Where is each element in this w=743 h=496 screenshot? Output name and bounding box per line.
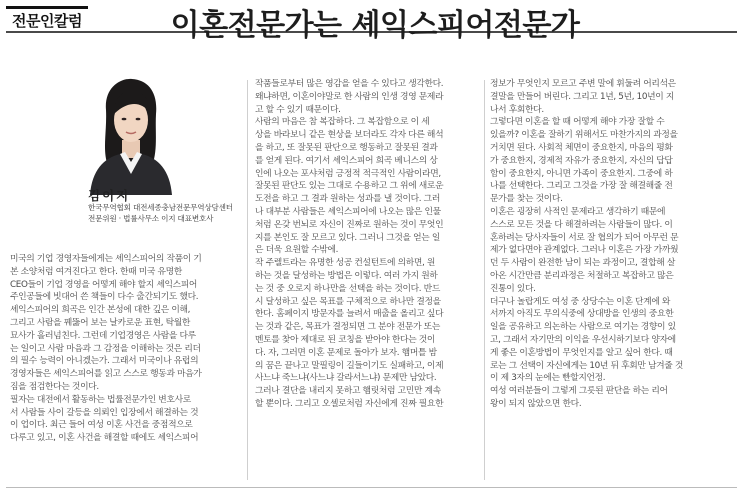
column-divider bbox=[247, 80, 248, 480]
article-text-line: 결말을 만들어 버린다. 그리고 1년, 5년, 10년이 지 bbox=[490, 91, 674, 102]
article-text-line: 한다. 홈페이지 방문자를 늘려서 매출을 올리고 싶다 bbox=[255, 309, 444, 320]
article-text-line: 그렇다면 이혼을 할 때 어떻게 해야 가장 잘할 수 bbox=[490, 117, 665, 128]
article-text-line: 나를 선택한다. 그리고 그것을 가장 잘 해결해줄 전 bbox=[490, 181, 673, 192]
article-column-1 bbox=[10, 253, 240, 445]
author-affiliation-line: 전문위원 · 법률사무소 이지 대표변호사 bbox=[88, 214, 214, 223]
article-text-line: 다. 자, 그러면 이혼 문제로 돌아가 보자. 햄머틀 밤 bbox=[255, 347, 437, 358]
column-category-label: 전문인칼럼 bbox=[6, 6, 88, 33]
article-text-line: 하는 것을 달성하는 방법은 이렇다. 여러 가지 원하 bbox=[255, 270, 438, 281]
article-text-line: 을 하고, 또 잘못된 판단으로 행동하고 잘못된 결과 bbox=[255, 142, 438, 153]
article-text-line: 처럼 온갖 번뇌로 자신이 진짜로 원하는 것이 무엇인 bbox=[255, 219, 444, 230]
article-text-line: 할 뿐이다. 그리고 오셀로처럼 자신에게 진짜 필요한 bbox=[255, 398, 444, 409]
article-text-line: 묘사가 흘러넘친다. 그런데 기업경영은 사람을 다루 bbox=[10, 330, 196, 341]
article-text-line: 멘토를 찾아 제대로 된 코칭을 받아야 한다는 것이 bbox=[255, 334, 436, 345]
author-name: 김이지 bbox=[88, 188, 131, 203]
article-text-line: 잘못된 판단도 있는 그대로 수용하고 그 위에 새로운 bbox=[255, 181, 444, 192]
article-column-3 bbox=[490, 78, 715, 411]
article-text-line: 서까지 아직도 무의식중에 상대방을 인생의 중요한 bbox=[490, 309, 674, 320]
article-text-line: 도전을 하고 그 결과 원하는 성과를 낼 것이다. 그러 bbox=[255, 194, 440, 205]
article-text-line: 그러나 결단을 내리지 못하고 햄릿처럼 고민만 계속 bbox=[255, 386, 441, 397]
article-text-line: 나 대부분 사람들은 셰익스피어에 나오는 많은 인물 bbox=[255, 206, 441, 217]
article-text-line: 여성 여러분들이 그렇게 그릇된 판단을 하는 리어 bbox=[490, 386, 668, 397]
article-text-line: 더구나 놀랍게도 여성 중 상당수는 이혼 단계에 와 bbox=[490, 296, 671, 307]
article-text-line: 은 더욱 요원할 수밖에. bbox=[255, 245, 339, 256]
article-text-line: 사느냐 죽느냐(사느냐 갈라서느냐) 문제만 남았다. bbox=[255, 373, 437, 384]
article-text-line: 인에 나오는 포샤처럼 긍정적 적극적인 사람이라면, bbox=[255, 168, 441, 179]
article-text-line: 사람의 마음은 참 복잡하다. 그 복잡함으로 이 세 bbox=[255, 117, 430, 128]
article-text-line: 이 업이다. 최근 들어 여성 이혼 사건을 중점적으로 bbox=[10, 420, 193, 431]
article-text-line: CEO들이 기업 경영을 어떻게 해야 할지 셰익스피어 bbox=[10, 279, 198, 290]
article-text-line: 지를 본인도 잘 모르고 있다. 그러니 그것을 얻는 일 bbox=[255, 232, 440, 243]
article-text-line: 왜냐하면, 이혼이야말로 한 사람의 인생 경영 문제라 bbox=[255, 91, 444, 102]
article-text-line: 미국의 기업 경영자들에게는 셰익스피어의 작품이 기 bbox=[10, 254, 202, 264]
article-text-line: 는 것 중 오로지 하나만을 선택을 하는 것이다. 반드 bbox=[255, 283, 440, 294]
author-portrait-image bbox=[62, 70, 192, 195]
article-text-line: 아온 시간만큼 분리과정은 처절하고 복잡하고 많은 bbox=[490, 270, 674, 281]
article-text-line: 로는 그 선택이 자신에게는 10년 뒤 후회만 남겨줄 것 bbox=[490, 360, 684, 371]
article-text-line: 일을 공유하고 의논하는 사람으로 여기는 경향이 있 bbox=[490, 322, 676, 333]
article-text-line: 스스로 모든 것을 다 해결하려는 사람들이 많다. 이 bbox=[490, 219, 673, 230]
author-photo bbox=[62, 70, 192, 195]
article-text-line: 진통이 있다. bbox=[490, 283, 536, 294]
author-affiliation bbox=[88, 202, 233, 224]
article-text-line: 작품들로부터 많은 영감을 얻을 수 있다고 생각한다. bbox=[255, 79, 444, 89]
article-text-line: 고 할 수 있기 때문이다. bbox=[255, 104, 341, 115]
column-divider bbox=[484, 80, 485, 480]
article-text-line: 거치면 된다. 사회적 체면이 중요한지, 마음의 평화 bbox=[490, 142, 673, 153]
article-text-line: 셰익스피어의 희곡은 인간 본성에 대한 깊은 이해, bbox=[10, 305, 191, 316]
article-text-line: 의 꿈은 끝나고 말필링이 길들이기도 실패하고, 이제 bbox=[255, 360, 444, 371]
article-text-line: 그리고 사람을 꿰뚫어 보는 날카로운 표현, 탁월한 bbox=[10, 317, 191, 328]
article-text-line: 고, 그래서 자기만의 이익을 우선시하기보다 양자에 bbox=[490, 334, 676, 345]
article-text-line: 상을 바라보니 같은 현상을 보더라도 각자 다른 해석 bbox=[255, 130, 444, 141]
article-text-line: 는 것과 같은, 목표가 결정되면 그 분야 전문가 또는 bbox=[255, 322, 440, 333]
article-text-line: 함이 중요한지, 아니면 가족이 중요한지. 그중에 하 bbox=[490, 168, 673, 179]
article-text-line: 를 얻게 된다. 여기서 셰익스피어 희곡 베니스의 상 bbox=[255, 155, 438, 166]
article-text-line: 있을까? 이혼을 잘하기 위해서도 마찬가지의 과정을 bbox=[490, 130, 678, 141]
article-text-line: 의 필수 능력이 아니겠는가. 그래서 미국이나 유럽의 bbox=[10, 356, 199, 367]
article-text-line: 가 중요한지, 경제적 자유가 중요한지, 자신의 답답 bbox=[490, 155, 673, 166]
article-column-2 bbox=[255, 78, 480, 411]
author-affiliation-line: 한국무역협회 대전세종충남전문무역상담센터 bbox=[88, 203, 233, 212]
article-text-line: 게 좋은 이혼방법이 무엇인지를 알고 싶어 한다. 때 bbox=[490, 347, 673, 358]
article-text-line: 본 소양처럼 여겨진다고 한다. 한때 미국 유명한 bbox=[10, 266, 182, 277]
article-text-line: 작 주렐트라는 유명한 성공 컨설턴트에 의하면, 원 bbox=[255, 258, 436, 269]
article-text-line: 나서 후회한다. bbox=[490, 104, 544, 115]
article-text-line: 이혼은 굉장히 사적인 문제라고 생각하기 때문에 bbox=[490, 206, 666, 217]
article-text-line: 문가를 찾는 것이다. bbox=[490, 194, 563, 205]
article-text-line: 제가 없다면야 관계없다. 그러나 이혼은 가장 가까웠 bbox=[490, 245, 679, 256]
article-text-line: 필자는 대전에서 활동하는 법률전문가인 변호사로 bbox=[10, 394, 191, 405]
article-text-line: 경영자들은 셰익스피어를 읽고 스스로 행동과 마음가 bbox=[10, 369, 202, 380]
article-text-line: 주인공들에 빗대어 쓴 책들이 다수 출간되기도 했다. bbox=[10, 292, 199, 303]
article-text-line: 이 제 3자의 눈에는 빤할지언정. bbox=[490, 373, 606, 384]
article-text-line: 짐을 점검한다는 것이다. bbox=[10, 381, 99, 392]
footer-divider bbox=[6, 487, 737, 488]
article-text-line: 왕이 되지 않았으면 한다. bbox=[490, 398, 582, 409]
article-headline: 이혼전문가는 셰익스피어전문가 bbox=[170, 8, 580, 43]
article-text-line: 시 달성하고 싶은 목표를 구체적으로 하나만 결정을 bbox=[255, 296, 441, 307]
article-text-line: 는 일이고 사람 마음과 그 감정을 이해하는 것은 리더 bbox=[10, 343, 201, 354]
article-text-line: 던 두 사람이 완전한 남이 되는 과정이고, 결합해 살 bbox=[490, 258, 675, 269]
article-text-line: 다루고 있고, 이혼 사건을 해결할 때에도 셰익스피어 bbox=[10, 433, 199, 444]
article-text-line: 정보가 무엇인지 모르고 주변 말에 휘둘려 어리석은 bbox=[490, 79, 676, 89]
article-text-line: 서 사람들 사이 갈등을 의뢰인 입장에서 해결하는 것 bbox=[10, 407, 199, 418]
article-text-line: 혼하려는 당사자들이 서로 잘 협의가 되어 아무런 문 bbox=[490, 232, 679, 243]
